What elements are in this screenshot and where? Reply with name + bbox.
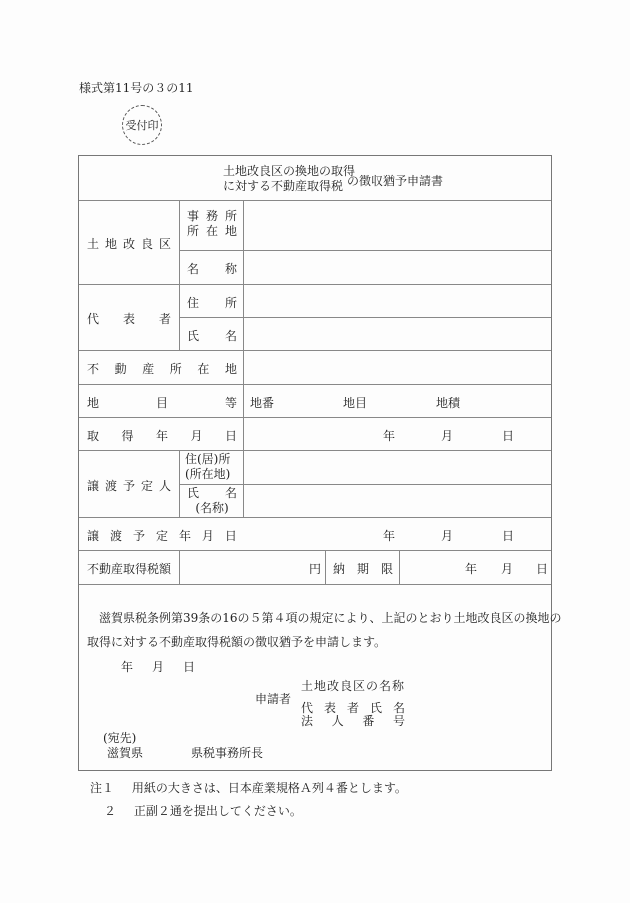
label-char: 年 [155,429,168,443]
divider [79,417,551,418]
label-char: 動 [114,362,127,376]
label-char: 氏 [369,701,382,715]
label-char: 日 [224,529,237,543]
label-char: 号 [392,714,405,728]
label-char: 表 [323,701,336,715]
deadline-month-unit: 月 [501,562,514,576]
declaration-month-unit: 月 [152,660,165,674]
divider [79,584,551,585]
deadline-label [333,560,393,577]
land-improvement-district-label [87,235,171,252]
label-char: 予 [122,479,135,493]
label-char: 改 [122,237,135,251]
tax-amount-label: 不動産取得税額 [87,562,172,576]
label-char: 得 [121,429,134,443]
transfer-year-unit: 年 [383,529,396,543]
property-location-field[interactable] [244,351,551,384]
label-char: 地 [87,396,100,410]
rep-address-label [187,294,237,311]
label-char: 産 [142,362,155,376]
note-2 [104,802,302,819]
transferee-address-field[interactable] [244,451,551,484]
label-line: 住(居)所 [185,452,231,466]
declaration-day-unit: 日 [183,660,196,674]
label-char: 不 [87,362,100,376]
title-suffix: の徴収猶予申請書 [347,174,444,188]
transfer-month-unit: 月 [441,529,454,543]
divider [79,384,551,385]
label-char: 所 [169,362,182,376]
note-text: 正副２通を提出してください。 [133,804,302,818]
transferee-name-label [185,486,239,516]
label-char: 渡 [104,479,117,493]
prefecture-label: 滋賀県 [107,746,144,760]
label-char: 定 [155,529,168,543]
transferee-address-label [185,452,230,482]
declaration-text [87,606,562,654]
label-char: 名 [187,262,200,276]
land-category-label [87,394,237,411]
divider [325,550,326,584]
label-char: 予 [132,529,145,543]
label-char: 等 [224,396,237,410]
label-char: 区 [158,237,171,251]
divider [179,450,180,517]
label-char: 限 [380,562,393,576]
note-1 [90,779,407,796]
label-char: 名 [224,486,237,500]
office-location-field[interactable] [244,201,551,250]
note-number: ２ [104,804,117,818]
label-char: 月 [190,429,203,443]
addressee-label: (宛先) [103,731,137,745]
label-char: 納 [333,562,346,576]
label-char: 所 [224,209,237,223]
rep-name-sign-label [301,702,405,715]
transferee-label [87,477,171,494]
area-label: 地積 [436,396,461,410]
transfer-date-label [87,527,237,544]
note-text: 用紙の大きさは、日本産業規格Ａ列４番とします。 [131,781,407,795]
label-char: 者 [346,701,359,715]
label-char: 土 [87,237,100,251]
label-char: 渡 [109,529,122,543]
label-char: 目 [155,396,168,410]
title-main [223,164,355,194]
label-char: 氏 [187,329,200,343]
label-char: 譲 [87,529,100,543]
label-char: 月 [201,529,214,543]
category-label: 地目 [343,396,368,410]
district-name-field[interactable] [244,251,551,284]
acquisition-date-label [87,427,237,444]
label-char: 法 [301,714,314,728]
application-form-table [78,155,562,771]
acq-year-unit: 年 [383,429,396,443]
label-char: 取 [87,429,100,443]
label-char: 者 [158,312,171,326]
divider [79,550,551,551]
label-char: 所 [224,296,237,310]
label-char: 地 [104,237,117,251]
applicant-label: 申請者 [255,692,292,706]
divider [179,550,180,584]
acq-month-unit: 月 [441,429,454,443]
yen-unit: 円 [309,562,322,576]
label-line: (名称) [195,501,229,515]
property-location-label [87,360,237,377]
stamp-label: 受付印 [125,119,159,132]
note-number: 注１ [90,781,115,795]
reception-stamp-area [122,105,162,145]
label-char: 住 [187,296,200,310]
label-char: 地 [224,224,237,238]
label-char: 譲 [87,479,100,493]
label-char: 定 [140,479,153,493]
label-char: 期 [356,562,369,576]
label-char: 務 [205,209,218,223]
rep-address-field[interactable] [244,285,551,317]
corp-number-label [301,715,405,728]
form-number: 様式第11号の３の11 [79,81,194,95]
label-char: 称 [224,262,237,276]
label-char: 名 [392,701,405,715]
label-char: 代 [301,701,314,715]
label-char: 氏 [187,486,200,500]
title-line2: に対する不動産取得税 [223,179,344,193]
office-head-label: 県税事務所長 [191,746,264,760]
label-char: 年 [178,529,191,543]
declaration-line2: 取得に対する不動産取得税額の徴収猶予を申請します。 [87,635,387,649]
declaration-line1: 滋賀県税条例第39条の16の５第４項の規定により、上記のとおり土地改良区の換地の [99,611,562,625]
district-name-sign-label: 土地改良区の名称 [301,679,406,693]
label-char: 人 [158,479,171,493]
label-char: 事 [187,209,200,223]
rep-name-field[interactable] [244,318,551,350]
label-char: 表 [122,312,135,326]
label-char: 在 [197,362,210,376]
divider [179,200,180,284]
label-char: 人 [331,714,344,728]
acq-day-unit: 日 [502,429,515,443]
divider [399,550,400,584]
label-char: 代 [87,312,100,326]
label-char: 番 [362,714,375,728]
label-line: (所在地) [185,467,231,481]
district-name-label [187,260,237,277]
rep-name-label [187,327,237,344]
lot-number-label: 地番 [250,396,275,410]
declaration-year-unit: 年 [121,660,134,674]
representative-label [87,310,171,327]
label-char: 名 [224,329,237,343]
label-char: 地 [224,362,237,376]
title-line1: 土地改良区の換地の取得 [223,164,356,178]
transferee-name-field[interactable] [244,485,551,517]
divider [179,284,180,350]
office-location-label [187,209,237,239]
divider [79,517,551,518]
deadline-day-unit: 日 [536,562,549,576]
transfer-day-unit: 日 [502,529,515,543]
label-char: 良 [140,237,153,251]
label-char: 日 [224,429,237,443]
deadline-year-unit: 年 [465,562,478,576]
label-char: 所 [187,224,200,238]
label-char: 在 [205,224,218,238]
